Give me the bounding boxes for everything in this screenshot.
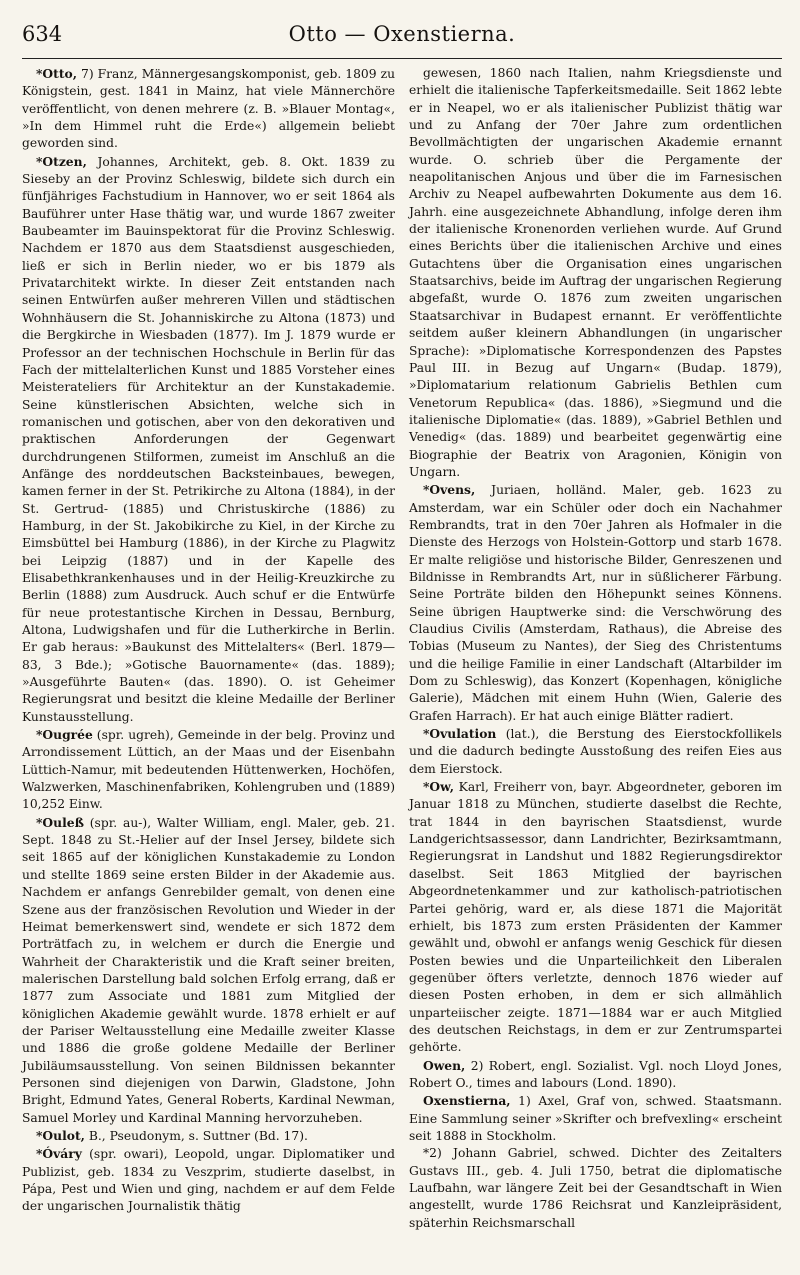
entry-headword: *Ovens, xyxy=(423,482,476,498)
running-head: Otto — Oxenstierna. xyxy=(288,22,516,46)
entry-headword: *Otto, xyxy=(36,66,77,81)
dictionary-entry xyxy=(22,153,395,726)
dictionary-entry xyxy=(22,65,395,153)
entry-text: B., Pseudonym, s. Suttner (Bd. 17). xyxy=(88,1128,308,1143)
dictionary-entry xyxy=(409,65,782,481)
entry-text: Juriaen, holländ. Maler, geb. 1623 zu Amsterdam, war ein Schüler oder doch ein Nachahmer Rembrandts, trat in den 70er Jahren als Hofmaler in die Dienste des Herzogs von Holstein-Gottorp und starb 1678. Er malte religiöse und historische Bilder, Genreszenen und Bildnisse in Rembrandts Art, nur in süßlicherer Färbung. Seine Porträte bilden den Höhepunkt seines Könnens. Seine übrigen Hauptwerke sind: die Verschwörung des Claudius Civilis (Amsterdam, Rathaus), die Abreise des Tobias (Museum zu Nantes), der Sieg des Christentums und die heilige Familie in einer Landschaft (Altarbilder im Dom zu Schleswig), das Konzert (Kopenhagen, königliche Galerie), Mädchen mit einem Huhn (Wien, Galerie des Grafen Harrach). Er hat auch einige Blätter radiert. xyxy=(409,483,782,723)
entry-text: Johannes, Architekt, geb. 8. Okt. 1839 zu Sieseby an der Provinz Schleswig, bildete sich durch ein fünfjähriges Fachstudium in Hannover, wo er seit 1864 als Bauführer unter Hase thätig war, und wurde 1867 zweiter Baubeamter im Bauinspektorat für die Provinz Schleswig. Nachdem er 1870 aus dem Staatsdienst ausgeschieden, ließ er sich in Berlin nieder, wo er bis 1879 als Privatarchitekt wirkte. In dieser Zeit entstanden nach seinen Entwürfen außer mehreren Villen und städtischen Wohnhäusern die St. Johanniskirche zu Altona (1873) und die Bergkirche in Wiesbaden (1877). Im J. 1879 wurde er Professor an der technischen Hochschule in Berlin für das Fach der mittelalterlichen Kunst und 1885 Vorsteher eines Meisterateliers für Architektur an der Kunstakademie. Seine künstlerischen Absichten, welche sich in romanischen und gotischen, aber von den dekorativen und praktischen Anforderungen der Gegenwart durchdrungenen Stilformen, zumeist im Anschluß an die Anfänge des norddeutschen Backsteinbaues, bewegen, kamen ferner in der St. Petrikirche zu Altona (1884), in der St. Gertrud- (1885) und Christuskirche (1886) zu Hamburg, in der St. Jakobikirche zu Kiel, in der Kirche zu Eimsbüttel bei Hamburg (1886), in der Kirche zu Plagwitz bei Leipzig (1887) und in der Kapelle des Elisabethkrankenhauses und in der Heilig-Kreuzkirche zu Berlin (1888) zum Ausdruck. Auch schuf er die Entwürfe für neue protestantische Kirchen in Dessau, Bernburg, Altona, Ludwigshafen und für die Lutherkirche in Berlin. Er gab heraus: »Baukunst des Mittelalters« (Berl. 1879—83, 3 Bde.); »Gotische Bauornamente« (das. 1889); »Ausgeführte Bauten« (das. 1890). O. ist Geheimer Regierungsrat und besitzt die kleine Medaille der Berliner Kunstausstellung. xyxy=(22,154,395,724)
dictionary-entry xyxy=(409,481,782,725)
entry-text: 1) Axel, Graf von, schwed. Staatsmann. Eine Sammlung seiner »Skrifter och brefvexling« erscheint seit 1888 in Stockholm. xyxy=(409,1094,782,1143)
entry-text: (spr. au-), Walter William, engl. Maler, geb. 21. Sept. 1848 zu St.-Helier auf der Insel Jersey, bildete sich seit 1865 auf der königlichen Kunstakademie zu London und stellte 1869 seine ersten Bilder in der Akademie aus. Nachdem er anfangs Genrebilder gemalt, von denen eine Szene aus der französischen Revolution und Wieder in der Heimat bemerkenswert sind, wendete er sich 1872 dem Porträtfach zu, in welchem er durch die Energie und Wahrheit der Charakteristik und die Kraft seiner breiten, malerischen Darstellung bald solchen Erfolg errang, daß er 1877 zum Associate und 1881 zum Mitglied der königlichen Akademie gewählt wurde. 1878 erhielt er auf der Pariser Weltausstellung eine Medaille zweiter Klasse und 1886 die große goldene Medaille der Berliner Jubiläumsausstellung. Von seinen Bildnissen bekannter Personen sind diejenigen von Darwin, Gladstone, John Bright, Edmund Yates, General Roberts, Kardinal Newman, Samuel Morley und Kardinal Manning hervorzuheben. xyxy=(22,815,395,1125)
left-column xyxy=(22,65,395,1232)
entry-text: Karl, Freiherr von, bayr. Abgeordneter, geboren im Januar 1818 zu München, studierte daselbst die Rechte, trat 1844 in den bayrischen Staatsdienst, wurde Landgerichtsassessor, dann Landrichter, Bezirksamtmann, Regierungsrat in Landshut und 1882 Regierungsdirektor daselbst. Seit 1863 Mitglied der bayrischen Abgeordnetenkammer und zur katholisch-patriotischen Partei gehörig, ward er, als diese 1871 die Majorität erhielt, bis 1873 zum ersten Präsidenten der Kammer gewählt und, obwohl er anfangs wenig Geschick für diesen Posten bewies und die Unparteilichkeit den Liberalen gegenüber öfters verletzte, dennoch 1876 wieder auf diesen Posten erhoben, in dem er sich allmählich unparteiischer zeigte. 1871—1884 war er auch Mitglied des deutschen Reichstags, in dem er zur Zentrumspartei gehörte. xyxy=(409,780,782,1055)
dictionary-entry xyxy=(409,778,782,1057)
entry-headword: *Ougrée xyxy=(36,727,93,743)
dictionary-entry xyxy=(22,1127,395,1145)
entry-text: (spr. ugreh), Gemeinde in der belg. Provinz und Arrondissement Lüttich, an der Maas und der Eisenbahn Lüttich-Namur, mit bedeutenden Hüttenwerken, Hochöfen, Walzwerken, Maschinenfabriken, Kohlengruben und (1889) 10,252 Einw. xyxy=(22,728,395,812)
entry-headword: *Óváry xyxy=(36,1146,82,1162)
dictionary-entry xyxy=(409,1092,782,1145)
entry-headword: Owen, xyxy=(423,1057,466,1073)
entry-text: gewesen, 1860 nach Italien, nahm Kriegsdienste und erhielt die italienische Tapferkeitsmedaille. Seit 1862 lebte er in Neapel, wo er als italienischer Publizist thätig war und zu Anfang der 70er Jahre zum ordentlichen Bevollmächtigten der ungarischen Akademie ernannt wurde. O. schrieb über die Pergamente der neapolitanischen Anjous und über die im Farnesischen Archiv zu Neapel aufbewahrten Dokumente aus dem 16. Jahrh. eine ausgezeichnete Abhandlung, infolge deren ihm der italienische Kronenorden verliehen wurde. Auf Grund eines Berichts über die italienischen Archive und eines Gutachtens über die Organisation eines ungarischen Staatsarchivs, beide im Auftrag der ungarischen Regierung abgefaßt, wurde O. 1876 zum zweiten ungarischen Staatsarchivar in Budapest ernannt. Er veröffentlichte seitdem außer kleinern Abhandlungen (in ungarischer Sprache): »Diplomatische Korrespondenzen des Papstes Paul III. in Bezug auf Ungarn« (Budap. 1879), »Diplomatarium relationum Gabrielis Bethlen cum Venetorum Republica« (das. 1886), »Siegmund und die italienische Diplomatie« (das. 1889), »Gabriel Bethlen und Venedig« (das. 1889) und bearbeitet gegenwärtig eine Biographie der Beatrix von Aragonien, Königin von Ungarn. xyxy=(409,66,782,479)
dictionary-entry xyxy=(22,726,395,814)
entry-text: (lat.), die Berstung des Eierstockfollikels und die dadurch bedingte Ausstoßung des reifen Eies aus dem Eierstock. xyxy=(409,727,782,776)
dictionary-entry xyxy=(409,1057,782,1093)
entry-headword: *Oulot, xyxy=(36,1127,85,1143)
entry-headword: *Otzen, xyxy=(36,153,87,169)
entry-headword: *Ouleß xyxy=(36,814,84,830)
entry-text: 2) Robert, engl. Sozialist. Vgl. noch Lloyd Jones, Robert O., times and labours (Lond. 1890). xyxy=(409,1058,782,1090)
dictionary-entry xyxy=(409,725,782,778)
page-number: 634 xyxy=(22,22,63,46)
text-columns xyxy=(22,65,782,1232)
entry-headword: *Ovulation xyxy=(423,726,497,742)
entry-text: 7) Franz, Männergesangskomponist, geb. 1809 zu Königstein, gest. 1841 in Mainz, hat viele Männerchöre veröffentlicht, von denen mehrere (z. B. »Blauer Montag«, »In dem Himmel ruht die Erde«) allgemein beliebt geworden sind. xyxy=(22,67,395,151)
entry-headword: Oxenstierna, xyxy=(423,1093,511,1109)
dictionary-entry xyxy=(22,1145,395,1215)
dictionary-entry xyxy=(22,814,395,1127)
entry-headword: *Ow, xyxy=(423,779,455,795)
dictionary-entry xyxy=(409,1145,782,1232)
page-header xyxy=(22,22,782,59)
entry-text: *2) Johann Gabriel, schwed. Dichter des Zeitalters Gustavs III., geb. 4. Juli 1750, betrat die diplomatische Laufbahn, war längere Zeit bei der Gesandtschaft in Wien angestellt, wurde 1786 Reichsrat und Kanzleipräsident, späterhin Reichsmarschall xyxy=(409,1146,782,1230)
entry-text: (spr. owari), Leopold, ungar. Diplomatiker und Publizist, geb. 1834 zu Veszprim, studierte daselbst, in Pápa, Pest und Wien und ging, nachdem er auf dem Felde der ungarischen Journalistik thätig xyxy=(22,1147,395,1214)
right-column xyxy=(409,65,782,1232)
